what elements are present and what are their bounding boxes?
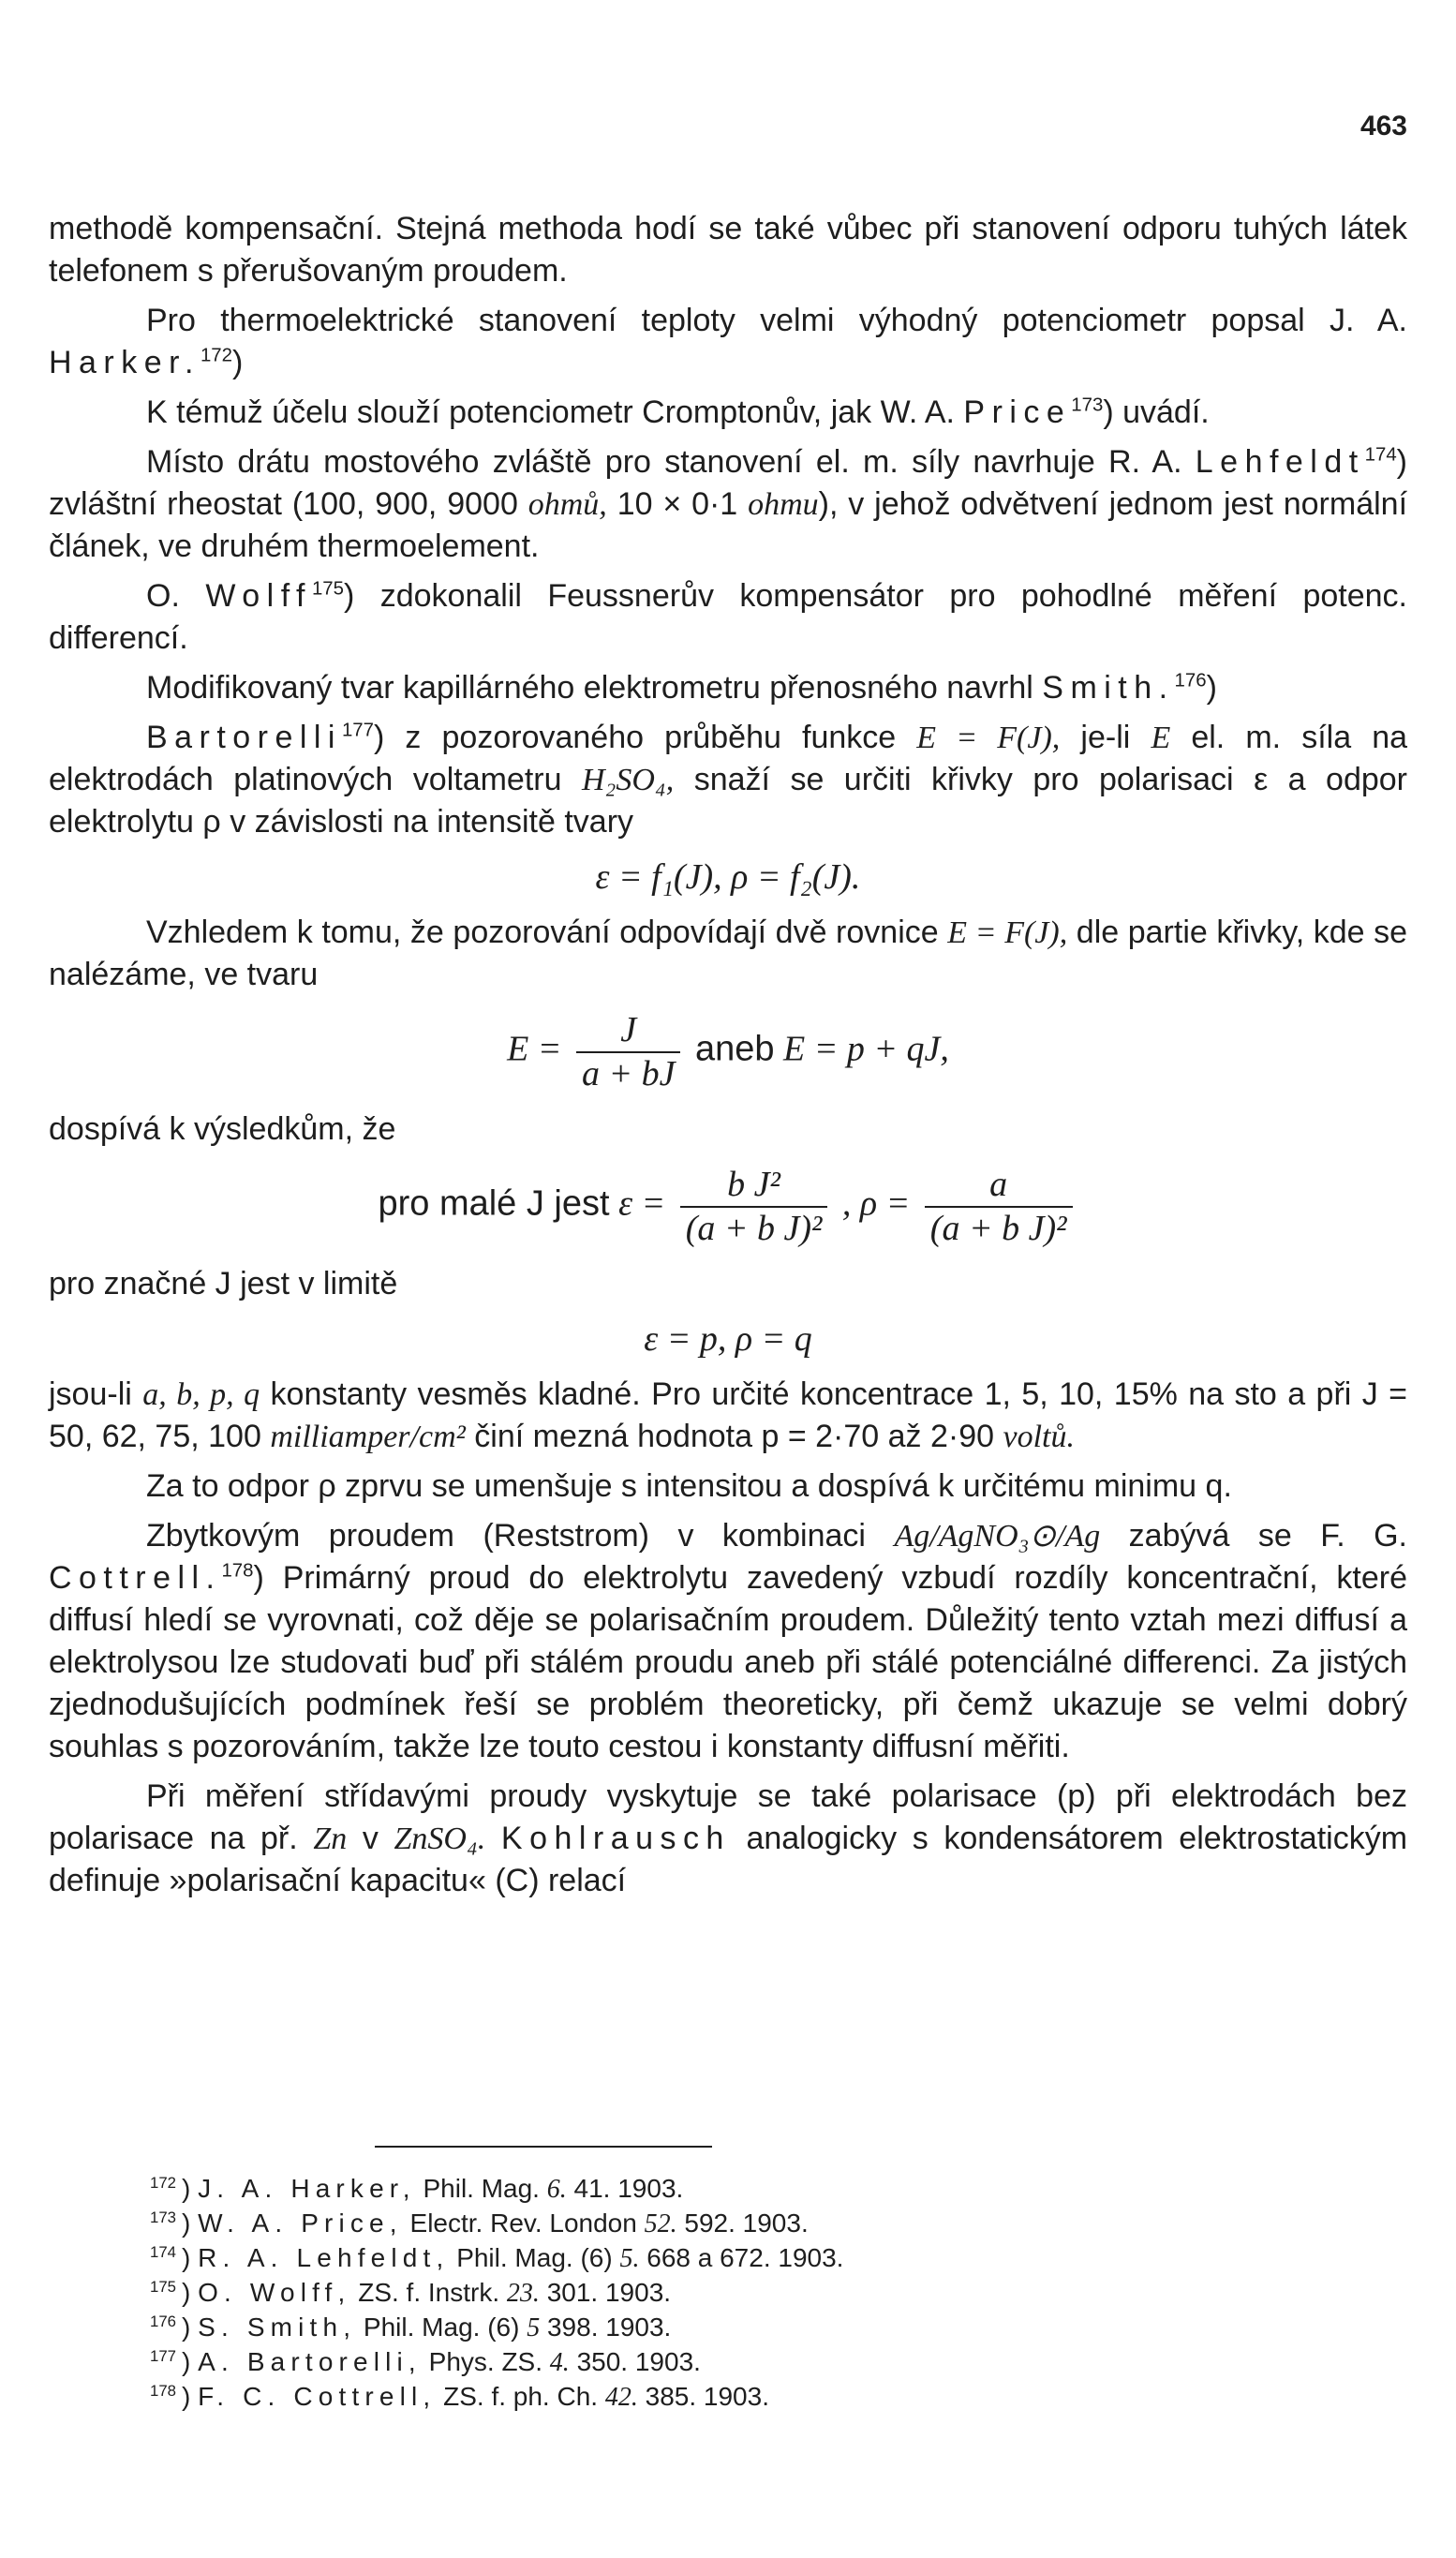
- text: dle partie křivky, kde se nalézáme, ve tvaru: [49, 915, 1408, 992]
- footnote-pages: 350. 1903.: [576, 2347, 701, 2376]
- text: Při měření střídavými proudy vyskytuje se také polarisace (p) při elektrodách bez polarisace na př.: [49, 1778, 1407, 1856]
- footnote-source: Electr. Rev. London: [409, 2209, 637, 2238]
- text: O.: [146, 578, 180, 614]
- footnote-ref[interactable]: 174: [1364, 444, 1397, 466]
- paragraph-9: dospívá k výsledkům, že: [49, 1111, 396, 1147]
- footnote-volume: 42.: [604, 2383, 638, 2412]
- text: z pozorovaného průběhu funkce: [405, 720, 897, 755]
- paragraph-14: [49, 1776, 1407, 1902]
- denominator: (a + b J)²: [685, 1209, 823, 1248]
- footnote-ref[interactable]: 177: [341, 720, 374, 741]
- footnote-divider: [375, 2146, 712, 2148]
- text: zdokonalil Feussnerův kompensátor pro pohodlné měření potenc. differencí.: [49, 578, 1407, 656]
- paragraph-13: Zbytkovým proudem (Reststrom) v kombinaci Ag/AgNO₃⊙/Ag zabývá se F. G. Cottrell.$^{178}$) Primárný proud do elektrolytu zavedený vzbudí rozdíly koncentrační, které diffusí hledí se vyrovnati, což děje se polarisačním proudem. Důležitý tento vztah mezi diffusí a elektrolysou lze studovati buď při stálém proudu aneb při stálé potenciálné differenci. Za jistých zjednodušujících podmínek řeší se problém theoreticky, při čemž ukazuje se velmi dobrý souhlas s pozorováním, takže lze touto cestou i konstanty diffusní měřiti.: [49, 1518, 1408, 1764]
- text: 10 × 0·1: [617, 486, 738, 522]
- paragraph-2: Pro thermoelektrické stanovení teploty velmi výhodný potenciometr popsal J. A. Harker.$^{172}$): [49, 303, 1407, 380]
- text: Pro thermoelektrické stanovení teploty velmi výhodný potenciometr popsal J. A.: [146, 303, 1407, 338]
- footnote: $^{176}$ ) S. Smith, Phil. Mag. (6) 5 398. 1903.: [150, 2312, 672, 2342]
- paragraph-10: pro značné J jest v limitě: [49, 1266, 398, 1301]
- footnote-volume: 52.: [644, 2209, 677, 2238]
- footnote-author: A. Bartorelli,: [198, 2347, 422, 2376]
- footnote-number: 173: [150, 2208, 176, 2226]
- text: Zbytkovým proudem (Reststrom) v kombinaci: [146, 1518, 866, 1554]
- footnote-source: Phys. ZS.: [428, 2347, 543, 2376]
- footnote-number: 172: [150, 2173, 176, 2192]
- eq-part: E = p + qJ,: [783, 1029, 949, 1069]
- text: Modifikovaný tvar kapillárného elektrometru přenosného navrhl: [146, 670, 1033, 706]
- fraction: [576, 1009, 681, 1095]
- paragraph-8: [49, 912, 1407, 996]
- footnote-author: W. A. Price,: [198, 2209, 403, 2238]
- text: el. m. síla na elektrodách platinových voltametru: [49, 720, 1408, 797]
- chemical-formula: Zn: [313, 1822, 348, 1856]
- footnote: $^{173}$ ) W. A. Price, Electr. Rev. London 52. 592. 1903.: [150, 2208, 809, 2238]
- footnote-number: 178: [150, 2381, 176, 2400]
- text: Primárný proud do elektrolytu zavedený vzbudí rozdíly koncentrační, které diffusí hledí se vyrovnati, což děje se polarisačním proudem. Důležitý tento vztah mezi diffusí a elektrolysou lze studovati buď při stálém proudu aneb při stálé potenciálné differenci. Za jistých zjednodušujících podmínek řeší se problém theoreticky, při čemž ukazuje se velmi dobrý souhlas s pozorováním, takže lze touto cestou i konstanty diffusní měřiti.: [49, 1560, 1407, 1764]
- footnote-author: J. A. Harker,: [198, 2174, 416, 2203]
- footnote-pages: 301. 1903.: [546, 2278, 672, 2307]
- eq-part: ε =: [618, 1183, 666, 1224]
- text: analogicky s kondensátorem elektrostatickým definuje »polarisační kapacitu« (C) relací: [49, 1821, 1408, 1898]
- page-number: 463: [1359, 111, 1407, 141]
- eq-part: pro malé J jest: [378, 1183, 610, 1224]
- footnote-number: 174: [150, 2242, 176, 2261]
- footnote-ref[interactable]: 173: [1071, 394, 1104, 416]
- equation-2: [49, 1009, 1407, 1095]
- inline-formula: E: [1151, 721, 1171, 755]
- footnote-source: ZS. f. Instrk.: [358, 2278, 500, 2307]
- numerator: b J²: [680, 1164, 828, 1208]
- eq-part: E =: [507, 1029, 562, 1069]
- unit: voltů.: [1003, 1420, 1075, 1454]
- author-name: Wolff: [205, 578, 312, 614]
- footnote-pages: 398. 1903.: [546, 2313, 672, 2342]
- paragraph-3: K témuž účelu slouží potenciometr Cromptonův, jak W. A. Price$^{173}$) uvádí.: [146, 394, 1210, 430]
- equation-1: ε = f₁(J), ρ = f₂(J).: [595, 857, 861, 897]
- footnote-volume: 23.: [506, 2279, 540, 2308]
- author-name: Kohlrausch: [500, 1821, 731, 1856]
- inline-formula: a, b, p, q: [142, 1377, 260, 1412]
- paragraph-6: Modifikovaný tvar kapillárného elektrometru přenosného navrhl Smith.$^{176}$): [146, 670, 1217, 706]
- footnote-volume: 5.: [619, 2244, 640, 2273]
- footnote-author: O. Wolff,: [198, 2278, 351, 2307]
- text: K témuž účelu slouží potenciometr Cromptonův, jak W. A.: [146, 394, 955, 430]
- footnote-volume: 5: [527, 2313, 541, 2342]
- unit: ohmu: [748, 487, 819, 522]
- text: jsou-li: [49, 1376, 132, 1412]
- footnote-ref[interactable]: 172: [200, 345, 232, 366]
- text: Vzhledem k tomu, že pozorování odpovídají dvě rovnice: [146, 915, 939, 950]
- footnote-author: R. A. Lehfeldt,: [198, 2243, 450, 2272]
- footnote-volume: 6.: [546, 2175, 567, 2204]
- author-name: Harker.: [49, 345, 201, 380]
- footnote-ref[interactable]: 178: [221, 1560, 254, 1582]
- footnotes: [150, 2172, 843, 2415]
- text: uvádí.: [1122, 394, 1210, 430]
- footnote-number: 175: [150, 2277, 176, 2296]
- eq-part: , ρ =: [841, 1183, 911, 1224]
- inline-formula: E = F(J),: [947, 915, 1068, 950]
- footnote-ref[interactable]: 175: [311, 578, 344, 600]
- author-name: Bartorelli: [146, 720, 342, 755]
- footnote: $^{175}$ ) O. Wolff, ZS. f. Instrk. 23. 301. 1903.: [150, 2277, 672, 2308]
- footnote-author: S. Smith,: [198, 2313, 357, 2342]
- footnote-pages: 668 a 672. 1903.: [646, 2243, 844, 2272]
- author-name: Lehfeldt: [1195, 444, 1365, 480]
- footnote: $^{178}$ ) F. C. Cottrell, ZS. f. ph. Ch. 42. 385. 1903.: [150, 2381, 769, 2412]
- paragraph-1: methodě kompensační. Stejná methoda hodí se také vůbec při stanovení odporu tuhých látek telefonem s přerušovaným proudem.: [49, 211, 1407, 289]
- unit: ohmů,: [527, 487, 607, 522]
- body-text: [49, 208, 1407, 1902]
- fraction: [680, 1164, 828, 1250]
- equation-4: ε = p, ρ = q: [644, 1319, 812, 1359]
- footnote-pages: 385. 1903.: [645, 2382, 769, 2411]
- footnote: $^{174}$ ) R. A. Lehfeldt, Phil. Mag. (6) 5. 668 a 672. 1903.: [150, 2242, 844, 2273]
- denominator: a + bJ: [581, 1054, 676, 1093]
- footnote: $^{177}$ ) A. Bartorelli, Phys. ZS. 4. 350. 1903.: [150, 2346, 701, 2377]
- text: ), v jehož odvětvení jednom jest normální článek, ve druhém thermoelement.: [49, 486, 1408, 564]
- inline-formula: E = F(J),: [916, 721, 1061, 755]
- footnote-author: F. C. Cottrell,: [198, 2382, 437, 2411]
- paragraph-11: [49, 1374, 1407, 1458]
- footnote-number: 177: [150, 2346, 176, 2365]
- text: snaží se určiti křivky pro polarisaci ε a odpor elektrolytu ρ v závislosti na intensitě tvary: [49, 762, 1408, 840]
- chemical-formula: ZnSO₄.: [394, 1822, 486, 1856]
- paragraph-7: Bartorelli$^{177}$) z pozorovaného průběhu funkce E = F(J), je-li E el. m. síla na elektrodách platinových voltametru H₂SO₄, snaží se určiti křivky pro polarisaci ε a odpor elektrolytu ρ v závislosti na intensitě tvary: [49, 720, 1408, 840]
- footnote-source: Phil. Mag.: [423, 2174, 540, 2203]
- text: zabývá se F. G.: [1128, 1518, 1408, 1554]
- text: Místo drátu mostového zvláště pro stanovení el. m. síly navrhuje R. A.: [146, 444, 1182, 480]
- footnote-source: Phil. Mag. (6): [456, 2243, 613, 2272]
- chemical-formula: H₂SO₄,: [582, 763, 675, 797]
- numerator: J: [576, 1009, 681, 1053]
- footnote-pages: 592. 1903.: [684, 2209, 809, 2238]
- footnote-source: ZS. f. ph. Ch.: [443, 2382, 599, 2411]
- equation-3: [49, 1164, 1407, 1250]
- text: je-li: [1080, 720, 1131, 755]
- footnote-source: Phil. Mag. (6): [363, 2313, 520, 2342]
- text: v: [362, 1821, 379, 1856]
- chemical-formula: Ag/AgNO₃⊙/Ag: [894, 1519, 1101, 1554]
- author-name: Smith.: [1042, 670, 1175, 706]
- footnote: $^{172}$ ) J. A. Harker, Phil. Mag. 6. 41. 1903.: [150, 2173, 684, 2204]
- paragraph-5: O. Wolff$^{175}$) zdokonalil Feussnerův kompensátor pro pohodlné měření potenc. differencí.: [49, 578, 1407, 656]
- paragraph-4: Místo drátu mostového zvláště pro stanovení el. m. síly navrhuje R. A. Lehfeldt$^{174}$) zvláštní rheostat (100, 900, 9000 ohmů, 10 × 0·1 ohmu), v jehož odvětvení jednom jest normální článek, ve druhém thermoelement.: [49, 444, 1408, 564]
- paragraph-12: Za to odpor ρ zprvu se umenšuje s intensitou a dospívá k určitému minimu q.: [146, 1468, 1232, 1504]
- unit: milliamper/cm²: [270, 1420, 466, 1454]
- footnote-pages: 41. 1903.: [573, 2174, 684, 2203]
- fraction: [925, 1164, 1073, 1250]
- text: konstanty vesměs kladné. Pro určité koncentrace 1, 5, 10, 15% na sto a při J = 50, 62, 75, 100: [49, 1376, 1408, 1454]
- denominator: (a + b J)²: [929, 1209, 1067, 1248]
- numerator: a: [925, 1164, 1073, 1208]
- footnote-ref[interactable]: 176: [1174, 670, 1207, 692]
- text: zvláštní rheostat (100, 900, 9000: [49, 486, 518, 522]
- text: činí mezná hodnota p = 2·70 až 2·90: [474, 1419, 995, 1454]
- author-name: Cottrell.: [49, 1560, 222, 1596]
- eq-part: aneb: [694, 1029, 775, 1069]
- footnote-number: 176: [150, 2312, 176, 2330]
- author-name: Price: [963, 394, 1072, 430]
- footnote-volume: 4.: [549, 2348, 570, 2377]
